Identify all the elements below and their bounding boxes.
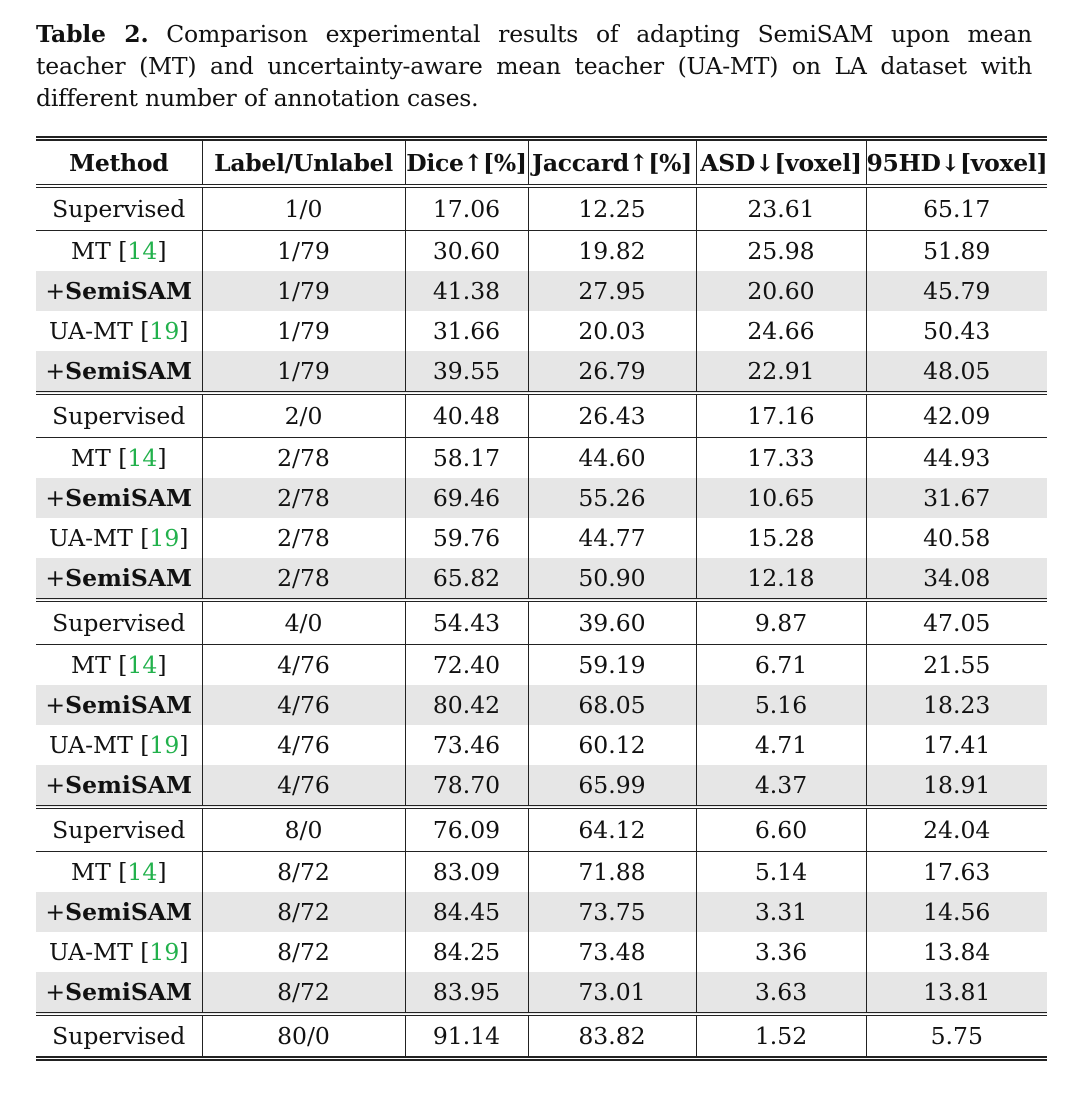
cell-label-unlabel: 2/78 [202,438,405,479]
table-row [36,972,1047,1014]
plus-sign: + [45,357,66,385]
cell-jaccard: 20.03 [528,311,696,351]
cell-method: UA-MT [19] [49,317,189,345]
cell-asd: 12.18 [696,558,866,600]
cell-label-unlabel: 80/0 [202,1014,405,1059]
method-name: UA-MT [49,938,133,966]
cell-method [36,892,202,932]
header-method: Method [69,148,169,177]
group-2 [36,393,1047,600]
cell-asd: 20.60 [696,271,866,311]
citation-link[interactable]: 14 [127,858,158,886]
table-row [36,892,1047,932]
table-row [36,351,1047,393]
header-95hd: 95HD↓[voxel] [866,139,1047,187]
cell-jaccard: 44.77 [528,518,696,558]
plus-sign: + [45,898,66,926]
cell-jaccard: 12.25 [528,186,696,231]
cell-dice: 83.95 [405,972,528,1014]
cell-asd: 17.33 [696,438,866,479]
table-row [36,478,1047,518]
method-name: SemiSAM [65,898,193,926]
cell-95hd: 18.23 [866,685,1047,725]
cell-method [36,271,202,311]
method-name: SemiSAM [65,357,193,385]
cell-label-unlabel: 4/76 [202,765,405,807]
cell-dice: 76.09 [405,807,528,852]
cell-label-unlabel: 8/72 [202,892,405,932]
cell-95hd: 45.79 [866,271,1047,311]
table-row [36,393,1047,438]
cell-dice: 91.14 [405,1014,528,1059]
table-row [36,685,1047,725]
cell-95hd: 14.56 [866,892,1047,932]
cell-dice: 69.46 [405,478,528,518]
cell-95hd: 42.09 [866,393,1047,438]
cell-jaccard: 71.88 [528,852,696,893]
cell-asd: 25.98 [696,231,866,272]
cell-label-unlabel: 1/0 [202,186,405,231]
cell-dice: 84.45 [405,892,528,932]
cell-asd: 17.16 [696,393,866,438]
cell-jaccard: 64.12 [528,807,696,852]
cell-95hd: 5.75 [866,1014,1047,1059]
citation-link[interactable]: 14 [127,444,158,472]
method-name: UA-MT [49,524,133,552]
cell-method: UA-MT [19] [49,524,189,552]
cell-label-unlabel: 8/72 [202,972,405,1014]
cell-jaccard: 26.43 [528,393,696,438]
cell-jaccard: 65.99 [528,765,696,807]
cell-method [36,972,202,1014]
method-name: SemiSAM [65,691,193,719]
cell-95hd: 65.17 [866,186,1047,231]
cell-asd: 9.87 [696,600,866,645]
cell-jaccard: 50.90 [528,558,696,600]
cell-dice: 59.76 [405,518,528,558]
table-row [36,645,1047,686]
cell-asd: 10.65 [696,478,866,518]
table-header [36,139,1047,187]
cell-95hd: 18.91 [866,765,1047,807]
cell-label-unlabel: 1/79 [202,351,405,393]
cell-dice: 31.66 [405,311,528,351]
cell-95hd: 21.55 [866,645,1047,686]
cell-asd: 6.71 [696,645,866,686]
table-row [36,765,1047,807]
header-dice: Dice↑[%] [405,139,528,187]
method-name: MT [71,651,111,679]
cell-asd: 6.60 [696,807,866,852]
cell-95hd: 31.67 [866,478,1047,518]
cell-95hd: 24.04 [866,807,1047,852]
method-name: SemiSAM [65,484,193,512]
cell-dice: 84.25 [405,932,528,972]
cell-method: Supervised [52,1022,186,1050]
cell-method [36,478,202,518]
cell-label-unlabel: 8/0 [202,807,405,852]
caption-text: Comparison experimental results of adapting SemiSAM upon mean teacher (MT) and uncertainty-aware mean teacher (UA-MT) on LA dataset with different number of annotation cases. [36,20,1032,112]
table-row [36,807,1047,852]
header-label-unlabel: Label/Unlabel [202,139,405,187]
cell-label-unlabel: 4/0 [202,600,405,645]
cell-dice: 73.46 [405,725,528,765]
cell-95hd: 17.63 [866,852,1047,893]
plus-sign: + [45,771,66,799]
method-name: Supervised [52,402,186,430]
cell-asd: 23.61 [696,186,866,231]
cell-label-unlabel: 2/78 [202,478,405,518]
cell-method [36,186,202,231]
method-name: SemiSAM [65,277,193,305]
table-row [36,558,1047,600]
cell-method [36,600,202,645]
cell-dice: 41.38 [405,271,528,311]
cell-method: UA-MT [19] [49,731,189,759]
cell-dice: 30.60 [405,231,528,272]
cell-method: MT [14] [71,444,167,472]
header-row [36,139,1047,187]
table-row [36,186,1047,231]
cell-jaccard: 59.19 [528,645,696,686]
cell-jaccard: 73.48 [528,932,696,972]
results-table [36,136,1047,1061]
cell-dice: 17.06 [405,186,528,231]
cell-dice: 39.55 [405,351,528,393]
cell-dice: 78.70 [405,765,528,807]
table-row [36,852,1047,893]
cell-dice: 83.09 [405,852,528,893]
plus-sign: + [45,978,66,1006]
method-name: MT [71,444,111,472]
cell-95hd: 40.58 [866,518,1047,558]
cell-asd: 4.71 [696,725,866,765]
cell-asd: 22.91 [696,351,866,393]
cell-label-unlabel: 1/79 [202,271,405,311]
cell-dice: 54.43 [405,600,528,645]
cell-95hd: 51.89 [866,231,1047,272]
citation-link[interactable]: 19 [149,938,180,966]
plus-sign: + [45,277,66,305]
cell-label-unlabel: 4/76 [202,685,405,725]
cell-label-unlabel: 2/0 [202,393,405,438]
citation-link[interactable]: 19 [149,317,180,345]
cell-method [36,351,202,393]
cell-asd: 5.14 [696,852,866,893]
table-row [36,231,1047,272]
cell-jaccard: 83.82 [528,1014,696,1059]
cell-jaccard: 68.05 [528,685,696,725]
table-row-final [36,1014,1047,1059]
group-3 [36,600,1047,807]
cell-dice: 58.17 [405,438,528,479]
cell-95hd: 34.08 [866,558,1047,600]
cell-asd: 3.36 [696,932,866,972]
method-name: MT [71,858,111,886]
table-row [36,311,1047,351]
cell-jaccard: 39.60 [528,600,696,645]
cell-dice: 65.82 [405,558,528,600]
table-row [36,518,1047,558]
cell-asd: 5.16 [696,685,866,725]
table-row [36,438,1047,479]
plus-sign: + [45,691,66,719]
citation-link[interactable]: 14 [127,651,158,679]
cell-method: MT [14] [71,858,167,886]
cell-jaccard: 27.95 [528,271,696,311]
method-name: Supervised [52,609,186,637]
group-4 [36,807,1047,1014]
cell-95hd: 50.43 [866,311,1047,351]
cell-jaccard: 26.79 [528,351,696,393]
cell-dice: 72.40 [405,645,528,686]
cell-95hd: 47.05 [866,600,1047,645]
cell-95hd: 44.93 [866,438,1047,479]
cell-95hd: 17.41 [866,725,1047,765]
cell-95hd: 48.05 [866,351,1047,393]
method-name: Supervised [52,195,186,223]
cell-label-unlabel: 8/72 [202,932,405,972]
cell-asd: 1.52 [696,1014,866,1059]
cell-dice: 80.42 [405,685,528,725]
method-name: Supervised [52,816,186,844]
citation-link[interactable]: 14 [127,237,158,265]
method-name: MT [71,237,111,265]
cell-method [36,558,202,600]
method-name: UA-MT [49,317,133,345]
table-row [36,271,1047,311]
cell-method [36,807,202,852]
cell-jaccard: 60.12 [528,725,696,765]
header-asd: ASD↓[voxel] [696,139,866,187]
table-row [36,600,1047,645]
table-row [36,932,1047,972]
cell-jaccard: 44.60 [528,438,696,479]
citation-link[interactable]: 19 [149,731,180,759]
method-name: SemiSAM [65,771,193,799]
cell-label-unlabel: 1/79 [202,311,405,351]
cell-jaccard: 19.82 [528,231,696,272]
cell-label-unlabel: 1/79 [202,231,405,272]
header-jaccard: Jaccard↑[%] [528,139,696,187]
method-name: SemiSAM [65,564,193,592]
cell-asd: 3.63 [696,972,866,1014]
plus-sign: + [45,484,66,512]
cell-method [36,765,202,807]
plus-sign: + [45,564,66,592]
cell-method: MT [14] [71,651,167,679]
citation-link[interactable]: 19 [149,524,180,552]
group-final [36,1014,1047,1059]
cell-label-unlabel: 4/76 [202,645,405,686]
cell-label-unlabel: 2/78 [202,558,405,600]
cell-asd: 4.37 [696,765,866,807]
cell-jaccard: 73.01 [528,972,696,1014]
group-1 [36,186,1047,393]
method-name: SemiSAM [65,978,193,1006]
cell-asd: 15.28 [696,518,866,558]
table-caption [36,18,1032,114]
caption-label: Table 2. [36,20,149,48]
cell-95hd: 13.84 [866,932,1047,972]
cell-dice: 40.48 [405,393,528,438]
cell-jaccard: 55.26 [528,478,696,518]
cell-95hd: 13.81 [866,972,1047,1014]
cell-method [36,393,202,438]
cell-method: MT [14] [71,237,167,265]
cell-label-unlabel: 4/76 [202,725,405,765]
cell-asd: 24.66 [696,311,866,351]
table-row [36,725,1047,765]
cell-label-unlabel: 2/78 [202,518,405,558]
cell-jaccard: 73.75 [528,892,696,932]
method-name: UA-MT [49,731,133,759]
cell-method: UA-MT [19] [49,938,189,966]
cell-label-unlabel: 8/72 [202,852,405,893]
cell-asd: 3.31 [696,892,866,932]
cell-method [36,685,202,725]
